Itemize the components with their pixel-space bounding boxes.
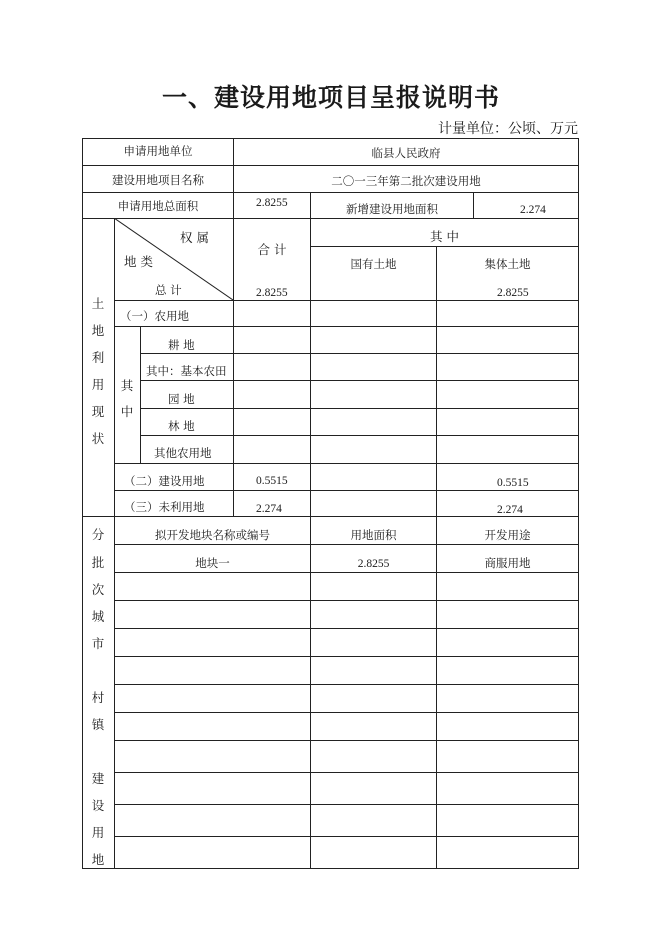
- row-collective-cell: [436, 408, 579, 436]
- batch-side-char: 城: [91, 609, 105, 624]
- batch-empty-area-cell: [310, 656, 437, 685]
- applicant-value: 临县人民政府: [371, 146, 441, 160]
- row-total-cell: [233, 408, 311, 436]
- new-area-label: 新增建设用地面积: [346, 202, 438, 216]
- row-total-cell: [233, 435, 311, 464]
- batch-empty-use-cell: [436, 656, 579, 685]
- batch-row-name: 地块一: [195, 556, 230, 570]
- row-total-cell: [233, 300, 311, 327]
- qizhong-char: 其: [120, 378, 134, 393]
- row-total-cell: [233, 380, 311, 409]
- row-state-cell: [310, 408, 437, 436]
- batch-row-use: 商服用地: [484, 556, 531, 570]
- row-collective-cell: [436, 380, 579, 409]
- applicant-label: 申请用地单位: [123, 144, 193, 158]
- row-label: 其他农用地: [154, 446, 212, 460]
- total-area-label: 申请用地总面积: [117, 199, 199, 213]
- header-among: 其 中: [430, 229, 459, 244]
- batch-empty-area-cell: [310, 572, 437, 601]
- land-status-side-char: 利: [91, 350, 105, 365]
- batch-empty-area-cell: [310, 804, 437, 837]
- row-state-cell: [310, 490, 437, 517]
- qizhong-char: 中: [120, 404, 134, 419]
- batch-empty-use-cell: [436, 712, 579, 741]
- batch-header-area: 用地面积: [350, 528, 397, 542]
- new-area-value: 2.274: [520, 204, 546, 216]
- row-state-cell: [310, 353, 437, 381]
- row-collective: 2.8255: [497, 287, 529, 299]
- header-total: 合 计: [257, 242, 287, 257]
- batch-empty-use-cell: [436, 804, 579, 837]
- land-status-side-char: 土: [91, 296, 105, 311]
- land-status-side-cell: [82, 218, 115, 517]
- batch-empty-use-cell: [436, 772, 579, 805]
- land-status-side-char: 现: [91, 404, 105, 419]
- row-collective: 0.5515: [497, 477, 529, 489]
- batch-side-char: 分: [91, 527, 105, 542]
- row-collective-cell: [436, 353, 579, 381]
- row-label: 园 地: [168, 392, 195, 406]
- row-total-cell: [233, 326, 311, 354]
- row-state-cell: [310, 463, 437, 491]
- batch-empty-name-cell: [114, 712, 311, 741]
- batch-side-char: 用: [91, 825, 105, 840]
- total-area-value: 2.8255: [256, 197, 288, 209]
- batch-empty-area-cell: [310, 628, 437, 657]
- batch-empty-area-cell: [310, 684, 437, 713]
- batch-empty-name-cell: [114, 600, 311, 629]
- header-state: 国有土地: [350, 257, 397, 271]
- batch-side-char: 镇: [91, 717, 105, 732]
- batch-empty-area-cell: [310, 600, 437, 629]
- batch-side-char: 批: [91, 555, 105, 570]
- row-label: 总 计: [155, 283, 182, 297]
- row-collective-cell: [436, 300, 579, 327]
- batch-empty-use-cell: [436, 740, 579, 773]
- batch-empty-area-cell: [310, 772, 437, 805]
- row-total: 2.8255: [256, 287, 288, 299]
- row-state-cell: [310, 326, 437, 354]
- batch-empty-use-cell: [436, 600, 579, 629]
- batch-empty-use-cell: [436, 572, 579, 601]
- land-status-side-char: 地: [91, 323, 105, 338]
- row-label: 林 地: [168, 419, 195, 433]
- row-state-cell: [310, 300, 437, 327]
- batch-side-char: 设: [91, 798, 105, 813]
- batch-empty-name-cell: [114, 656, 311, 685]
- row-collective-cell: [436, 326, 579, 354]
- batch-empty-name-cell: [114, 772, 311, 805]
- project-value: 二〇一三年第二批次建设用地: [331, 174, 481, 188]
- batch-side-char: 村: [91, 690, 105, 705]
- land-status-side-char: 用: [91, 377, 105, 392]
- batch-empty-name-cell: [114, 836, 311, 869]
- row-state-cell: [310, 435, 437, 464]
- batch-side-char: 市: [91, 636, 105, 651]
- batch-empty-use-cell: [436, 628, 579, 657]
- project-label: 建设用地项目名称: [112, 173, 204, 187]
- row-collective: 2.274: [497, 504, 523, 516]
- header-ownership: 权 属: [180, 230, 209, 245]
- page-title: 一、建设用地项目呈报说明书: [161, 83, 500, 112]
- batch-empty-name-cell: [114, 740, 311, 773]
- batch-empty-name-cell: [114, 572, 311, 601]
- batch-empty-name-cell: [114, 684, 311, 713]
- qizhong-cell: [114, 326, 141, 464]
- batch-header-name: 拟开发地块名称或编号: [155, 528, 270, 542]
- row-total-cell: [233, 353, 311, 381]
- row-label: 耕 地: [168, 338, 195, 352]
- batch-empty-use-cell: [436, 836, 579, 869]
- row-label: （一）农用地: [120, 309, 189, 323]
- header-state-cell: [310, 246, 437, 301]
- batch-row-area: 2.8255: [357, 558, 390, 570]
- header-collective: 集体土地: [484, 257, 531, 271]
- row-total: 2.274: [256, 503, 282, 515]
- row-collective-cell: [436, 435, 579, 464]
- batch-empty-use-cell: [436, 684, 579, 713]
- row-label: 其中：基本农田: [146, 364, 227, 378]
- unit-label: 计量单位：公顷、万元: [438, 121, 578, 137]
- row-label: （三）未利用地: [124, 500, 205, 514]
- batch-side-char: 建: [91, 771, 105, 786]
- header-category: 地 类: [124, 254, 153, 269]
- batch-side-char: 地: [91, 852, 105, 867]
- row-label: （二）建设用地: [124, 474, 205, 488]
- batch-empty-area-cell: [310, 740, 437, 773]
- batch-empty-name-cell: [114, 628, 311, 657]
- batch-side-char: 次: [91, 582, 105, 597]
- batch-empty-area-cell: [310, 836, 437, 869]
- row-total: 0.5515: [256, 475, 288, 487]
- batch-header-use: 开发用途: [484, 528, 531, 542]
- batch-empty-name-cell: [114, 804, 311, 837]
- row-state-cell: [310, 380, 437, 409]
- land-status-side-char: 状: [91, 431, 105, 446]
- batch-empty-area-cell: [310, 712, 437, 741]
